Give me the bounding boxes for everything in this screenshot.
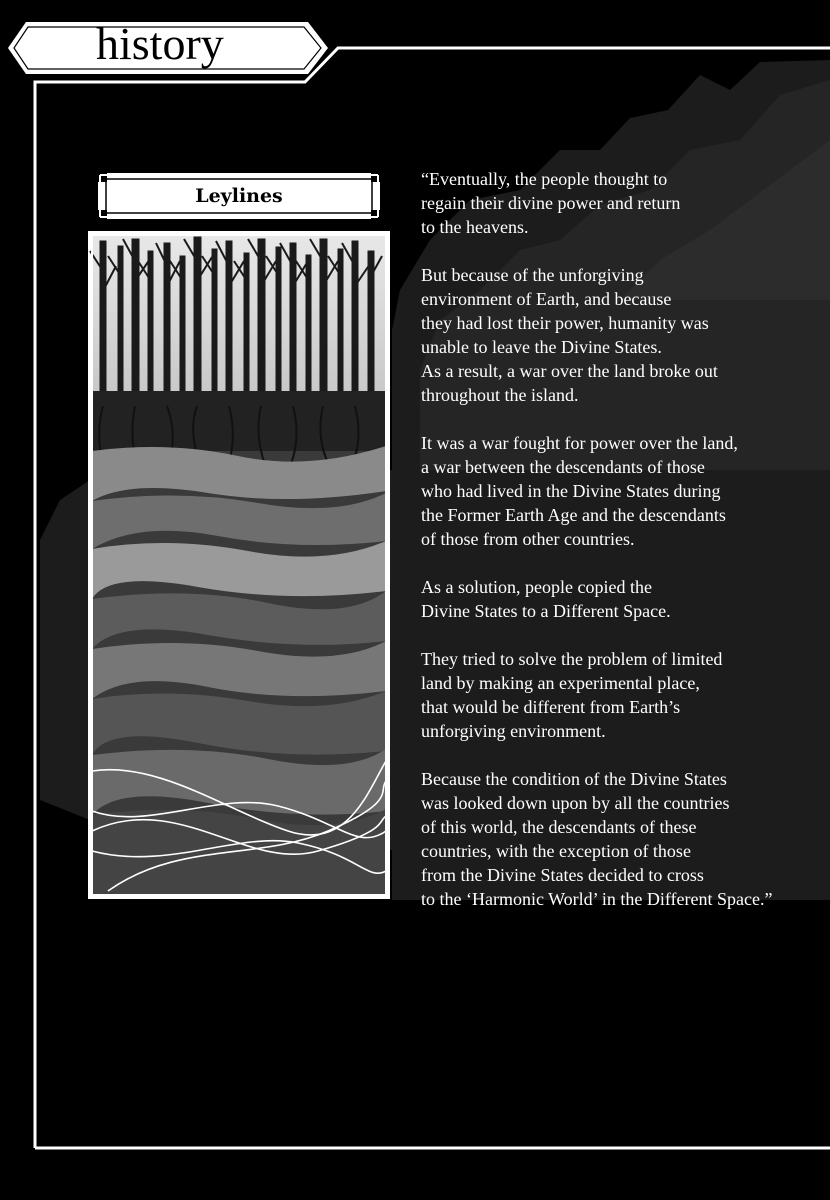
section-label: Leylines — [195, 185, 283, 207]
paragraph-2: But because of the unforgiving environment of Earth, and because they had lost their power, humanity was unable to leave the Divine States. As a result, a war over the land broke out throughout the island. — [421, 265, 718, 405]
leylines-illustration — [88, 231, 390, 899]
paragraph-5: They tried to solve the problem of limited land by making an experimental place, that would be different from Earth’s unforgiving environment. — [421, 649, 723, 741]
paragraph-6: Because the condition of the Divine States was looked down upon by all the countries of this world, the descendants of these countries, with the exception of those from the Divine States decided to cross to the ‘Harmonic World’ in the Different Space.” — [421, 769, 773, 909]
paragraph-1: “Eventually, the people thought to regain their divine power and return to the heavens. — [421, 169, 681, 237]
body-text — [421, 167, 826, 935]
page-title: history — [96, 18, 224, 69]
paragraph-3: It was a war fought for power over the land, a war between the descendants of those who had lived in the Divine States during the Former Earth Age and the descendants of those from other countries. — [421, 433, 738, 549]
paragraph-4: As a solution, people copied the Divine States to a Different Space. — [421, 577, 671, 621]
